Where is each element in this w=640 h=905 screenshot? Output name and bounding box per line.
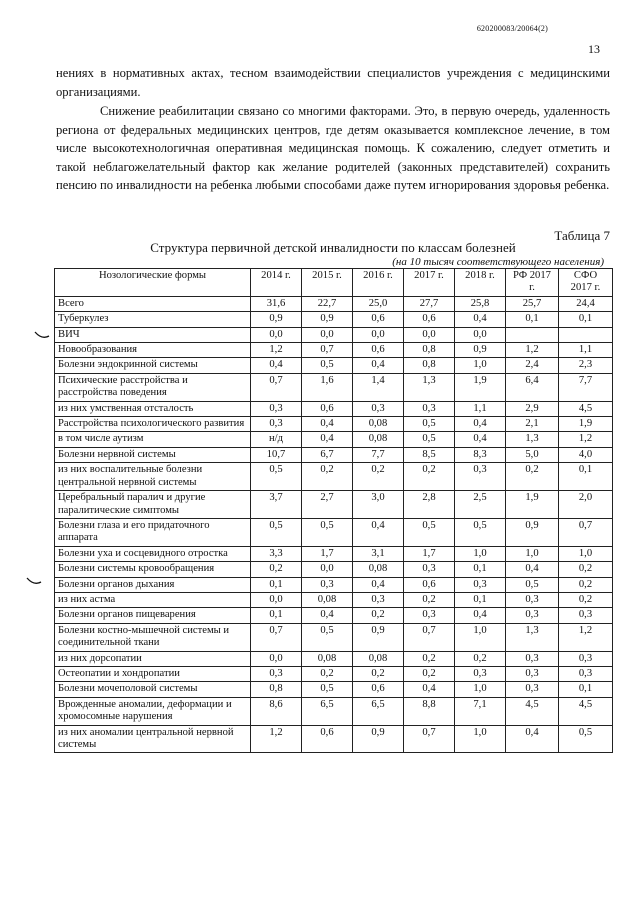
table-cell: 7,7 (559, 373, 613, 401)
table-cell: 1,3 (506, 623, 559, 651)
table-cell: 0,3 (559, 666, 613, 681)
table-cell: 0,6 (302, 401, 353, 416)
table-cell: 0,3 (455, 577, 506, 592)
row-label: Туберкулез (55, 312, 251, 327)
table-cell: 0,1 (506, 312, 559, 327)
table-cell: 0,3 (559, 651, 613, 666)
table-cell: 1,0 (506, 546, 559, 561)
table-cell: 0,3 (455, 666, 506, 681)
table-cell: 0,08 (302, 651, 353, 666)
table-cell: 0,0 (404, 327, 455, 342)
table-cell: 0,3 (404, 562, 455, 577)
table-cell: 1,0 (455, 725, 506, 753)
table-cell: 1,2 (506, 343, 559, 358)
table-cell: 2,0 (559, 491, 613, 519)
row-label: Новообразования (55, 343, 251, 358)
paragraph-continuation: нениях в нормативных актах, тесном взаимодействии специалистов учреждения с медицинскими организациями. (56, 66, 610, 99)
table-cell: 0,5 (404, 432, 455, 447)
table-cell: 2,8 (404, 491, 455, 519)
table-cell: 6,5 (353, 697, 404, 725)
table-cell: 0,2 (353, 463, 404, 491)
table-cell: 8,6 (251, 697, 302, 725)
table-cell: 1,2 (559, 623, 613, 651)
table-cell: 0,2 (404, 651, 455, 666)
table-cell: 0,1 (559, 312, 613, 327)
table-cell: 0,0 (251, 651, 302, 666)
table-row (55, 651, 613, 666)
table-row (55, 546, 613, 561)
table-cell: 0,9 (353, 725, 404, 753)
table-cell: 0,1 (455, 562, 506, 577)
column-header: РФ 2017 г. (506, 269, 559, 297)
table-cell: 0,5 (251, 518, 302, 546)
table-cell: 1,2 (251, 343, 302, 358)
table-cell: 0,0 (353, 327, 404, 342)
row-label: в том числе аутизм (55, 432, 251, 447)
table-header-row (55, 269, 613, 297)
table-cell: 0,7 (251, 623, 302, 651)
table-row (55, 358, 613, 373)
table-cell: 0,4 (506, 725, 559, 753)
table-cell: 2,1 (506, 417, 559, 432)
table-cell: 0,7 (559, 518, 613, 546)
column-header: СФО 2017 г. (559, 269, 613, 297)
column-header: 2014 г. (251, 269, 302, 297)
table-row (55, 401, 613, 416)
table-cell: 0,2 (559, 562, 613, 577)
table-cell: 0,8 (404, 343, 455, 358)
table-cell: 0,4 (455, 312, 506, 327)
table-cell: 6,5 (302, 697, 353, 725)
table-cell: 3,0 (353, 491, 404, 519)
table-cell: 0,5 (302, 358, 353, 373)
table-cell: 3,7 (251, 491, 302, 519)
table-cell: 0,2 (353, 608, 404, 623)
disability-structure-table (54, 268, 613, 753)
table-cell: 24,4 (559, 296, 613, 311)
table-cell: 6,4 (506, 373, 559, 401)
pen-mark (34, 330, 50, 340)
table-cell: 4,0 (559, 447, 613, 462)
table-row (55, 447, 613, 462)
column-header: 2018 г. (455, 269, 506, 297)
table-cell: 3,3 (251, 546, 302, 561)
table-cell: 0,1 (251, 577, 302, 592)
table-cell: 0,5 (302, 518, 353, 546)
table-cell: 0,4 (353, 358, 404, 373)
row-label: Болезни системы кровообращения (55, 562, 251, 577)
table-cell: 0,5 (251, 463, 302, 491)
row-label: из них дорсопатии (55, 651, 251, 666)
row-label: Остеопатии и хондропатии (55, 666, 251, 681)
table-cell: 0,2 (559, 592, 613, 607)
table-body (55, 296, 613, 753)
table-cell: 0,6 (353, 682, 404, 697)
table-subtitle: (на 10 тысяч соответствующего населения) (392, 256, 604, 268)
row-label: Врожденные аномалии, деформации и хромосомные нарушения (55, 697, 251, 725)
row-label: Всего (55, 296, 251, 311)
table-row (55, 623, 613, 651)
paragraph-rehabilitation: Снижение реабилитации связано со многими факторами. Это, в первую очередь, удаленность региона от федеральных медицинских центров, где детям оказывается комплексное лечение, в том числе высокотехнологичная оперативная медицинская помощь. К сожалению, следует отметить и такой неблагожелательный фактор как желание родителей (законных представителей) сохранить пенсию по инвалидности на ребенка любыми способами даже путем игнорирования здоровья ребенка. (56, 104, 610, 193)
table-cell: 8,5 (404, 447, 455, 462)
table-cell: 0,6 (353, 312, 404, 327)
table-cell: 6,7 (302, 447, 353, 462)
table-cell: 1,3 (506, 432, 559, 447)
table-cell: 1,0 (455, 623, 506, 651)
table-row (55, 697, 613, 725)
table-cell: 0,5 (455, 518, 506, 546)
table-cell: 0,4 (353, 518, 404, 546)
column-header: 2017 г. (404, 269, 455, 297)
table-cell: 0,4 (353, 577, 404, 592)
table-row (55, 463, 613, 491)
table-cell: 0,3 (251, 401, 302, 416)
table-cell: 0,4 (302, 417, 353, 432)
table-cell: 0,9 (506, 518, 559, 546)
table-cell: 0,4 (302, 608, 353, 623)
table-cell: 1,6 (302, 373, 353, 401)
table-cell: 0,0 (251, 327, 302, 342)
row-label: Болезни глаза и его придаточного аппарата (55, 518, 251, 546)
table-cell: 2,4 (506, 358, 559, 373)
table-cell: 0,4 (455, 608, 506, 623)
table-cell: 10,7 (251, 447, 302, 462)
table-cell: 0,4 (302, 432, 353, 447)
table-cell: 0,2 (302, 666, 353, 681)
table-cell: 7,1 (455, 697, 506, 725)
row-label: из них воспалительные болезни центральной нервной системы (55, 463, 251, 491)
table-cell: 4,5 (506, 697, 559, 725)
table-cell: 1,9 (455, 373, 506, 401)
table-cell: 0,2 (404, 592, 455, 607)
table-cell: 0,6 (404, 312, 455, 327)
table-cell: 1,0 (455, 358, 506, 373)
table-cell: 0,5 (302, 623, 353, 651)
table-cell: 25,0 (353, 296, 404, 311)
table-cell (506, 327, 559, 342)
row-label: ВИЧ (55, 327, 251, 342)
table-cell: 0,4 (251, 358, 302, 373)
page-number: 13 (588, 42, 600, 56)
table-cell: 0,3 (506, 666, 559, 681)
document-id: 620200083/20064(2) (476, 24, 548, 33)
table-title: Структура первичной детской инвалидности по классам болезней (150, 240, 516, 255)
table-cell: 1,0 (559, 546, 613, 561)
row-label: из них умственная отсталость (55, 401, 251, 416)
table-cell: 1,2 (251, 725, 302, 753)
table-cell: 7,7 (353, 447, 404, 462)
table-cell: 0,2 (404, 666, 455, 681)
table-row (55, 725, 613, 753)
table-cell: 0,08 (353, 562, 404, 577)
table-row (55, 592, 613, 607)
table-cell: 0,3 (559, 608, 613, 623)
row-label: Болезни мочеполовой системы (55, 682, 251, 697)
table-cell: 0,9 (455, 343, 506, 358)
table-cell: 1,9 (559, 417, 613, 432)
column-header: 2015 г. (302, 269, 353, 297)
table-cell: 4,5 (559, 401, 613, 416)
table-cell: 25,7 (506, 296, 559, 311)
table-cell: 0,08 (302, 592, 353, 607)
table-cell: 2,7 (302, 491, 353, 519)
table-cell: 0,3 (404, 401, 455, 416)
table-cell: 0,1 (559, 463, 613, 491)
row-label: Болезни нервной системы (55, 447, 251, 462)
row-label: Болезни костно-мышечной системы и соединительной ткани (55, 623, 251, 651)
table-cell: 1,0 (455, 682, 506, 697)
table-cell: 0,3 (506, 682, 559, 697)
table-cell: 0,3 (506, 608, 559, 623)
table-cell: 1,3 (404, 373, 455, 401)
table-cell: 1,0 (455, 546, 506, 561)
table-label: Таблица 7 (554, 228, 610, 243)
table-cell: 0,7 (404, 623, 455, 651)
table-cell: 0,9 (353, 623, 404, 651)
table-cell: 0,3 (353, 592, 404, 607)
row-label: Болезни уха и сосцевидного отростка (55, 546, 251, 561)
table-row (55, 327, 613, 342)
table-cell: 31,6 (251, 296, 302, 311)
table-cell: 0,08 (353, 417, 404, 432)
table-cell: 8,8 (404, 697, 455, 725)
table-cell: 0,7 (404, 725, 455, 753)
column-header: 2016 г. (353, 269, 404, 297)
table-cell: 0,6 (302, 725, 353, 753)
table-cell: 0,9 (251, 312, 302, 327)
table-cell: 2,5 (455, 491, 506, 519)
table-cell: 0,4 (506, 562, 559, 577)
row-label: Болезни органов дыхания (55, 577, 251, 592)
row-label: Церебральный паралич и другие паралитические симптомы (55, 491, 251, 519)
table-row (55, 417, 613, 432)
table-cell: 0,0 (455, 327, 506, 342)
table-cell: 22,7 (302, 296, 353, 311)
table-row (55, 562, 613, 577)
table-row (55, 312, 613, 327)
table-cell: 0,5 (404, 518, 455, 546)
row-label: из них астма (55, 592, 251, 607)
table-cell: 0,7 (251, 373, 302, 401)
table-cell: 0,08 (353, 651, 404, 666)
table-cell: 0,2 (506, 463, 559, 491)
row-label: Психические расстройства и расстройства поведения (55, 373, 251, 401)
row-label: Болезни органов пищеварения (55, 608, 251, 623)
table-cell: 1,1 (455, 401, 506, 416)
table-cell: 0,2 (302, 463, 353, 491)
column-header: Нозологические формы (55, 269, 251, 297)
table-cell: 0,2 (455, 651, 506, 666)
table-cell: 0,4 (455, 432, 506, 447)
row-label: Болезни эндокринной системы (55, 358, 251, 373)
table-cell: 0,8 (404, 358, 455, 373)
table-row (55, 491, 613, 519)
table-cell: 0,4 (455, 417, 506, 432)
table-cell: 1,9 (506, 491, 559, 519)
table-cell: 0,8 (251, 682, 302, 697)
table-cell: 0,3 (353, 401, 404, 416)
table-cell: 0,6 (353, 343, 404, 358)
table-cell: 0,4 (404, 682, 455, 697)
table-row (55, 373, 613, 401)
table-cell: 0,2 (353, 666, 404, 681)
table-row (55, 343, 613, 358)
table-row (55, 608, 613, 623)
table-cell: 0,1 (559, 682, 613, 697)
table-cell: 3,1 (353, 546, 404, 561)
table-cell: 0,5 (559, 725, 613, 753)
table-cell: 0,0 (302, 327, 353, 342)
table-cell: 0,3 (251, 417, 302, 432)
table-row (55, 296, 613, 311)
row-label: из них аномалии центральной нервной системы (55, 725, 251, 753)
table-cell (559, 327, 613, 342)
table-cell: 1,2 (559, 432, 613, 447)
table-row (55, 682, 613, 697)
table-cell: 5,0 (506, 447, 559, 462)
table-cell: 0,2 (559, 577, 613, 592)
table-row (55, 432, 613, 447)
table-cell: 0,2 (251, 562, 302, 577)
table-cell: 2,9 (506, 401, 559, 416)
table-cell: 1,7 (404, 546, 455, 561)
table-cell: 8,3 (455, 447, 506, 462)
table-cell: 0,3 (251, 666, 302, 681)
table-cell: 0,3 (455, 463, 506, 491)
table-cell: 0,5 (506, 577, 559, 592)
table-cell: 27,7 (404, 296, 455, 311)
table-cell: 0,1 (251, 608, 302, 623)
table-cell: 0,1 (455, 592, 506, 607)
table-cell: н/д (251, 432, 302, 447)
row-label: Расстройства психологического развития (55, 417, 251, 432)
table-row (55, 577, 613, 592)
table-cell: 0,7 (302, 343, 353, 358)
table-cell: 0,3 (404, 608, 455, 623)
table-cell: 1,1 (559, 343, 613, 358)
table-cell: 0,0 (251, 592, 302, 607)
table-cell: 0,3 (302, 577, 353, 592)
table-row (55, 518, 613, 546)
table-cell: 0,6 (404, 577, 455, 592)
table-cell: 25,8 (455, 296, 506, 311)
table-cell: 0,3 (506, 651, 559, 666)
table-cell: 0,3 (506, 592, 559, 607)
table-cell: 0,9 (302, 312, 353, 327)
table-cell: 1,7 (302, 546, 353, 561)
table-cell: 2,3 (559, 358, 613, 373)
pen-mark (26, 576, 42, 586)
table-cell: 0,08 (353, 432, 404, 447)
table-cell: 0,0 (302, 562, 353, 577)
table-cell: 0,5 (302, 682, 353, 697)
table-cell: 0,2 (404, 463, 455, 491)
table-row (55, 666, 613, 681)
table-cell: 1,4 (353, 373, 404, 401)
table-cell: 4,5 (559, 697, 613, 725)
table-cell: 0,5 (404, 417, 455, 432)
